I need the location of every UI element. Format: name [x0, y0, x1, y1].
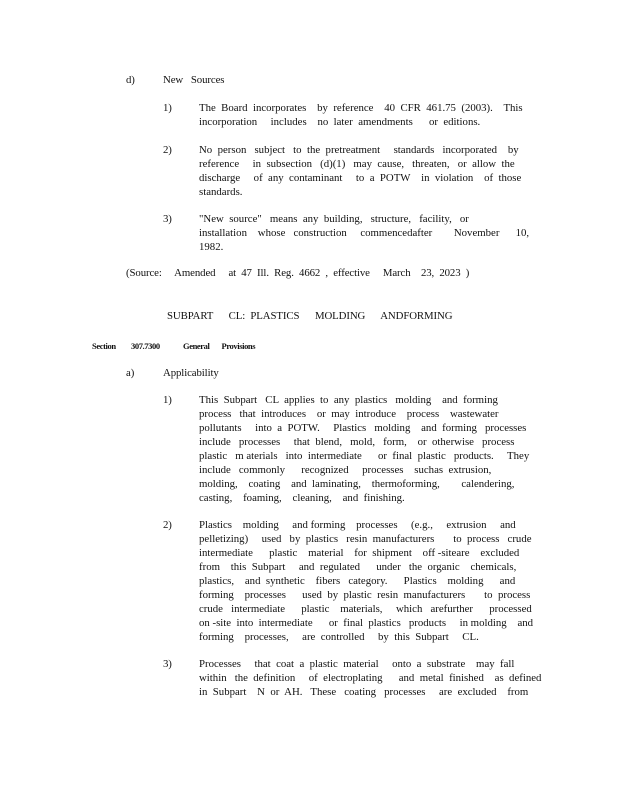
text-line: molding, coating and laminating, thermoforming, calendering, — [199, 478, 515, 490]
text-line: within the definition of electroplating and metal finished as defined — [199, 672, 542, 684]
section-title: General Provisions — [183, 341, 256, 351]
text-line: from this Subpart and regulated under the organic chemicals, — [199, 561, 517, 573]
text-line: include processes that blend, mold, form, or otherwise process — [199, 436, 515, 448]
section-a-heading: Applicability — [163, 367, 219, 379]
text-line: casting, foaming, cleaning, and finishing. — [199, 492, 405, 504]
paragraph-a2 — [199, 518, 534, 644]
text-line: No person subject to the pretreatment standards incorporated by — [199, 144, 519, 156]
text-line: installation whose construction commencedafter November 10, — [199, 227, 530, 239]
paragraph-d1 — [199, 101, 521, 129]
text-line: plastic m aterials into intermediate or final plastic products. They — [199, 450, 530, 462]
text-line: process that introduces or may introduce process wastewater — [199, 408, 499, 420]
subpart-title: SUBPART CL: PLASTICS MOLDING ANDFORMING — [167, 310, 453, 322]
paragraph-d2 — [199, 143, 521, 199]
text-line: plastics, and synthetic fibers category. Plastics molding and — [199, 575, 516, 587]
section-a-label: a) — [126, 367, 135, 379]
text-line: pollutants into a POTW. Plastics molding and forming processes — [199, 422, 527, 434]
item-number: 3) — [163, 658, 172, 670]
item-number: 3) — [163, 213, 172, 225]
text-line: on -site into intermediate or final plastics products in molding and — [199, 617, 534, 629]
section-number: 307.7300 — [131, 341, 160, 351]
text-line: discharge of any contaminant to a POTW in violation of those — [199, 172, 522, 184]
item-number: 2) — [163, 144, 172, 156]
paragraph-d3 — [199, 212, 530, 254]
text-line: "New source" means any building, structure, facility, or — [199, 213, 469, 225]
text-line: forming processes, are controlled by this Subpart CL. — [199, 631, 479, 643]
text-line: Processes that coat a plastic material onto a substrate may fall — [199, 658, 515, 670]
item-number: 1) — [163, 102, 172, 114]
text-line: Plastics molding and forming processes (e.g., extrusion and — [199, 519, 516, 531]
section-word: Section — [92, 341, 116, 351]
section-d-label: d) — [126, 74, 135, 86]
text-line: reference in subsection (d)(1) may cause, threaten, or allow the — [199, 158, 515, 170]
text-line: 1982. — [199, 241, 224, 253]
text-line: in Subpart N or AH. These coating processes are excluded from — [199, 686, 529, 698]
item-number: 1) — [163, 394, 172, 406]
text-line: incorporation includes no later amendments or editions. — [199, 116, 481, 128]
text-line: forming processes used by plastic resin manufacturers to process — [199, 589, 531, 601]
text-line: This Subpart CL applies to any plastics molding and forming — [199, 394, 498, 406]
text-line: standards. — [199, 186, 243, 198]
text-line: intermediate plastic material for shipment off -siteare excluded — [199, 547, 520, 559]
item-number: 2) — [163, 519, 172, 531]
paragraph-a1 — [199, 393, 530, 505]
text-line: include commonly recognized processes suchas extrusion, — [199, 464, 492, 476]
section-d-heading: New Sources — [163, 74, 225, 86]
text-line: crude intermediate plastic materials, which arefurther processed — [199, 603, 532, 615]
source-note: (Source: Amended at 47 Ill. Reg. 4662 , effective March 23, 2023 ) — [126, 267, 470, 279]
paragraph-a3 — [199, 657, 542, 699]
text-line: The Board incorporates by reference 40 CFR 461.75 (2003). This — [199, 102, 523, 114]
text-line: pelletizing) used by plastics resin manufacturers to process crude — [199, 533, 532, 545]
